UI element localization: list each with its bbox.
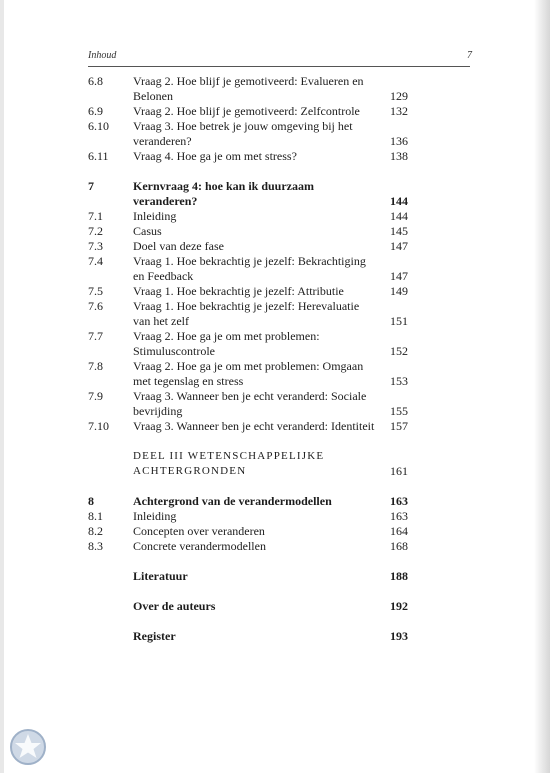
toc-entry bbox=[88, 224, 408, 239]
toc-gap bbox=[88, 479, 408, 494]
toc-entry bbox=[88, 629, 408, 644]
toc-gap bbox=[88, 614, 408, 629]
toc-entry-number: 8.1 bbox=[88, 509, 103, 523]
toc-entry-page: 155 bbox=[390, 404, 408, 418]
toc-entry-title: Casus bbox=[133, 224, 162, 238]
toc-entry-title: Vraag 3. Wanneer ben je echt veranderd: Sociale bevrijding bbox=[133, 389, 367, 418]
toc-entry-title: DEEL III WETENSCHAPPELIJKE ACHTERGRONDEN bbox=[133, 450, 325, 477]
toc-entry bbox=[88, 599, 408, 614]
toc-entry bbox=[88, 149, 408, 164]
toc-entry-page: 151 bbox=[390, 314, 408, 328]
toc-entry-page: 153 bbox=[390, 374, 408, 388]
toc-entry bbox=[88, 119, 408, 149]
toc-entry-page: 192 bbox=[390, 599, 408, 613]
running-head bbox=[88, 50, 472, 66]
toc-entry-title: Vraag 2. Hoe blijf je gemotiveerd: Zelfcontrole bbox=[133, 104, 360, 118]
toc-entry-title: Doel van deze fase bbox=[133, 239, 224, 253]
header-rule bbox=[88, 66, 470, 67]
table-of-contents bbox=[88, 74, 408, 644]
toc-entry bbox=[88, 524, 408, 539]
toc-entry-page: 147 bbox=[390, 239, 408, 253]
toc-entry-page: 144 bbox=[390, 194, 408, 208]
toc-entry-title: Vraag 3. Hoe betrek je jouw omgeving bij het veranderen? bbox=[133, 119, 353, 148]
toc-entry bbox=[88, 299, 408, 329]
toc-entry-title: Literatuur bbox=[133, 569, 188, 583]
toc-entry-title: Vraag 1. Hoe bekrachtig je jezelf: Attributie bbox=[133, 284, 344, 298]
toc-entry-title: Vraag 3. Wanneer ben je echt veranderd: Identiteit bbox=[133, 419, 375, 433]
toc-entry-number: 7.9 bbox=[88, 389, 103, 403]
toc-entry-number: 7.2 bbox=[88, 224, 103, 238]
toc-entry-number: 7 bbox=[88, 179, 94, 193]
toc-entry bbox=[88, 284, 408, 299]
toc-entry-page: 138 bbox=[390, 149, 408, 163]
toc-entry bbox=[88, 254, 408, 284]
toc-entry-number: 7.5 bbox=[88, 284, 103, 298]
toc-entry-number: 8.2 bbox=[88, 524, 103, 538]
toc-entry bbox=[88, 419, 408, 434]
toc-entry-page: 149 bbox=[390, 284, 408, 298]
toc-entry-page: 164 bbox=[390, 524, 408, 538]
toc-entry-page: 129 bbox=[390, 89, 408, 103]
toc-entry bbox=[88, 74, 408, 104]
toc-entry bbox=[88, 209, 408, 224]
toc-entry-number: 7.3 bbox=[88, 239, 103, 253]
toc-entry-title: Register bbox=[133, 629, 176, 643]
toc-entry-page: 161 bbox=[390, 464, 408, 478]
toc-entry bbox=[88, 179, 408, 209]
watermark-seal-icon bbox=[8, 727, 48, 767]
toc-entry-title: Over de auteurs bbox=[133, 599, 216, 613]
toc-entry-title: Inleiding bbox=[133, 209, 177, 223]
toc-entry-title: Vraag 1. Hoe bekrachtig je jezelf: Herevaluatie van het zelf bbox=[133, 299, 360, 328]
toc-entry-page: 157 bbox=[390, 419, 408, 433]
page-number: 7 bbox=[467, 50, 472, 61]
toc-entry-page: 132 bbox=[390, 104, 408, 118]
toc-gap bbox=[88, 164, 408, 179]
toc-entry-page: 145 bbox=[390, 224, 408, 238]
toc-entry bbox=[88, 539, 408, 554]
toc-entry bbox=[88, 239, 408, 254]
toc-entry-number: 8.3 bbox=[88, 539, 103, 553]
toc-entry-page: 136 bbox=[390, 134, 408, 148]
page-right-edge bbox=[534, 0, 550, 773]
toc-entry-number: 7.6 bbox=[88, 299, 103, 313]
toc-entry-title: Vraag 2. Hoe ga je om met problemen: Stimuluscontrole bbox=[133, 329, 320, 358]
toc-entry-page: 144 bbox=[390, 209, 408, 223]
toc-entry-page: 163 bbox=[390, 494, 408, 508]
toc-entry bbox=[88, 509, 408, 524]
section-title: Inhoud bbox=[88, 50, 117, 61]
toc-entry-title: Vraag 4. Hoe ga je om met stress? bbox=[133, 149, 297, 163]
toc-gap bbox=[88, 584, 408, 599]
toc-entry bbox=[88, 329, 408, 359]
toc-entry-page: 163 bbox=[390, 509, 408, 523]
toc-entry-number: 7.4 bbox=[88, 254, 103, 268]
toc-entry-title: Concrete verandermodellen bbox=[133, 539, 266, 553]
toc-entry bbox=[88, 359, 408, 389]
toc-entry-number: 7.10 bbox=[88, 419, 109, 433]
page-left-edge bbox=[0, 0, 4, 773]
toc-entry-number: 6.11 bbox=[88, 149, 109, 163]
toc-entry-page: 147 bbox=[390, 269, 408, 283]
toc-entry-title: Kernvraag 4: hoe kan ik duurzaam veranderen? bbox=[133, 179, 315, 208]
toc-entry-page: 188 bbox=[390, 569, 408, 583]
toc-entry bbox=[88, 569, 408, 584]
toc-entry-number: 6.9 bbox=[88, 104, 103, 118]
toc-entry-title: Vraag 2. Hoe blijf je gemotiveerd: Evalueren en Belonen bbox=[133, 74, 364, 103]
toc-entry-page: 168 bbox=[390, 539, 408, 553]
toc-entry-title: Inleiding bbox=[133, 509, 177, 523]
toc-entry-title: Vraag 1. Hoe bekrachtig je jezelf: Bekrachtiging en Feedback bbox=[133, 254, 366, 283]
toc-entry bbox=[88, 494, 408, 509]
toc-entry-number: 6.8 bbox=[88, 74, 103, 88]
toc-entry-number: 7.8 bbox=[88, 359, 103, 373]
toc-entry bbox=[88, 389, 408, 419]
toc-entry-title: Concepten over veranderen bbox=[133, 524, 265, 538]
toc-gap bbox=[88, 434, 408, 449]
toc-gap bbox=[88, 554, 408, 569]
toc-entry-number: 7.1 bbox=[88, 209, 103, 223]
toc-entry-number: 7.7 bbox=[88, 329, 103, 343]
toc-entry bbox=[88, 104, 408, 119]
toc-entry-number: 6.10 bbox=[88, 119, 109, 133]
toc-entry-title: Achtergrond van de verandermodellen bbox=[133, 494, 332, 508]
toc-entry-page: 193 bbox=[390, 629, 408, 643]
toc-entry-number: 8 bbox=[88, 494, 94, 508]
toc-entry-title: Vraag 2. Hoe ga je om met problemen: Omgaan met tegenslag en stress bbox=[133, 359, 364, 388]
toc-entry-page: 152 bbox=[390, 344, 408, 358]
toc-entry bbox=[88, 449, 408, 479]
